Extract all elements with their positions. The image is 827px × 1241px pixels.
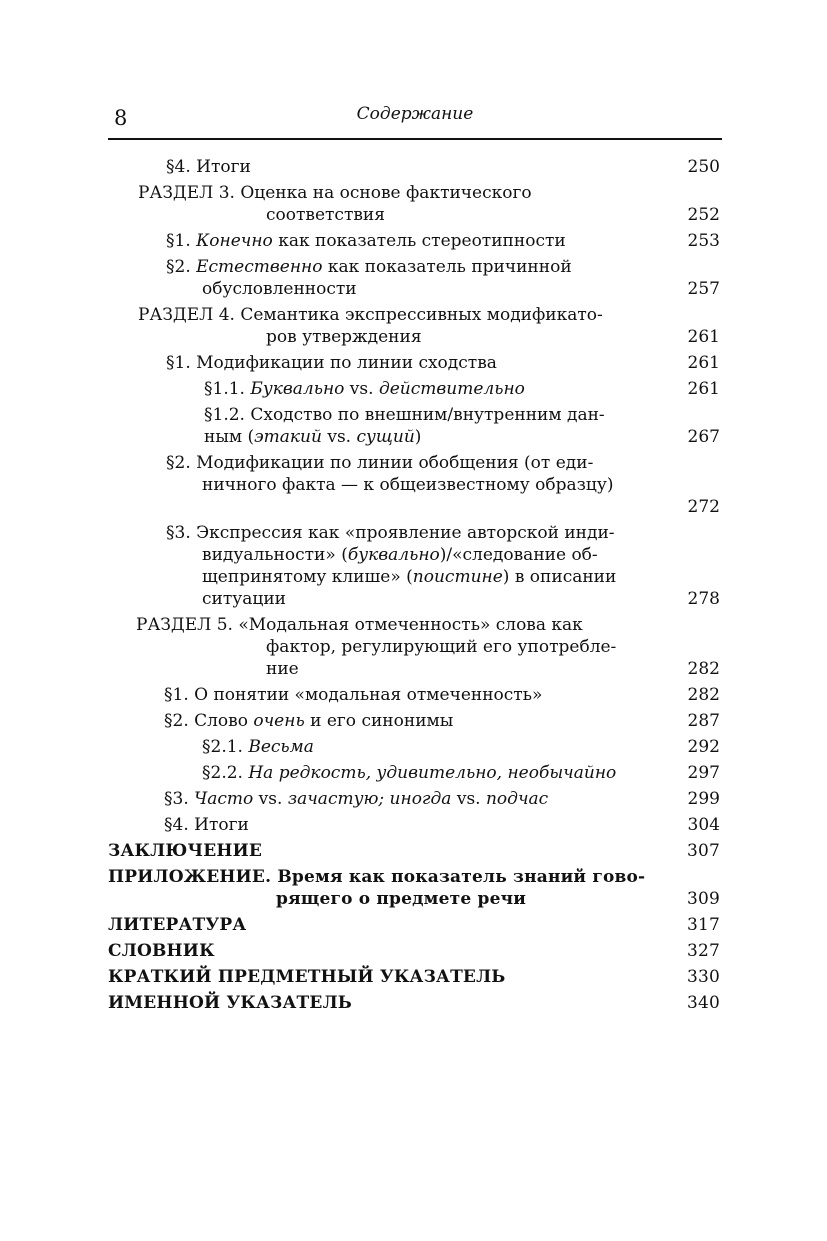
toc-entry-title	[108, 522, 668, 610]
text-segment: ИМЕННОЙ УКАЗАТЕЛЬ	[108, 993, 353, 1013]
running-head: Содержание	[356, 104, 474, 124]
toc-page-number: 299	[687, 789, 720, 809]
toc-entry-title	[108, 736, 668, 758]
italic-text: очень	[253, 711, 305, 731]
text-segment: §2.2.	[202, 763, 249, 783]
italic-text: Естественно	[196, 257, 323, 277]
toc-title-line	[108, 762, 668, 784]
toc-entry[interactable]	[108, 378, 722, 400]
toc-entry[interactable]	[108, 940, 722, 962]
toc-page-number: 340	[686, 993, 720, 1013]
text-segment: соответствия	[266, 205, 385, 225]
toc-title-line	[108, 566, 668, 588]
toc-title-line	[108, 992, 668, 1014]
toc-page-number: 309	[686, 889, 720, 909]
italic-text: Конечно	[196, 231, 273, 251]
toc-entry-title	[108, 788, 668, 810]
toc-entry-title	[108, 762, 668, 784]
toc-page-number: 307	[686, 841, 720, 861]
italic-text: этакий	[254, 427, 322, 447]
toc-page-number: 304	[687, 815, 720, 835]
text-segment: рящего о предмете речи	[276, 889, 527, 909]
text-segment: ) в описании	[502, 567, 617, 587]
toc-title-line	[108, 278, 668, 300]
toc-entry[interactable]	[108, 156, 722, 178]
toc-title-line	[108, 522, 668, 544]
toc-entry[interactable]	[108, 762, 722, 784]
italic-text: Часто	[194, 789, 254, 809]
toc-title-line	[108, 966, 668, 988]
toc-page-number: 278	[687, 589, 720, 609]
toc-entry[interactable]	[108, 840, 722, 862]
toc-title-line	[108, 814, 668, 836]
toc-entry-title	[108, 710, 668, 732]
toc-entry[interactable]	[108, 966, 722, 988]
toc-entry-title	[108, 614, 668, 680]
text-segment: СЛОВНИК	[108, 941, 215, 961]
text-segment: §1.2. Сходство по внешним/внутренним дан-	[204, 405, 605, 425]
toc-entry-title	[108, 840, 668, 862]
toc-title-line	[108, 658, 668, 680]
text-segment: )	[414, 427, 422, 447]
text-segment: §1.	[166, 231, 197, 251]
toc-title-line	[108, 710, 668, 732]
text-segment: КРАТКИЙ ПРЕДМЕТНЫЙ УКАЗАТЕЛЬ	[108, 967, 506, 987]
text-segment: видуальности» (	[202, 545, 348, 565]
toc-page-number: 282	[687, 659, 720, 679]
toc-page-number: 272	[687, 497, 720, 517]
italic-text: Буквально	[250, 379, 345, 399]
toc-page-number: 297	[687, 763, 720, 783]
toc-page-number: 292	[687, 737, 720, 757]
text-segment: vs.	[321, 427, 357, 447]
text-segment: vs.	[253, 789, 288, 809]
text-segment: §1. Модификации по линии сходства	[166, 353, 497, 373]
text-segment: §2.1.	[202, 737, 249, 757]
toc-page-number: 267	[687, 427, 720, 447]
toc-page-number: 261	[687, 327, 720, 347]
toc-entry[interactable]	[108, 710, 722, 732]
toc-page-number: 317	[686, 915, 720, 935]
text-segment: как показатель причинной	[322, 257, 572, 277]
toc-entry[interactable]	[108, 992, 722, 1014]
toc-title-line	[108, 684, 668, 706]
text-segment: и его синонимы	[304, 711, 454, 731]
toc-title-line	[108, 352, 668, 374]
italic-text: Весьма	[248, 737, 314, 757]
toc-title-line	[108, 544, 668, 566]
italic-text: зачастую; иногда	[287, 789, 452, 809]
text-segment: щепринятому клише» (	[202, 567, 413, 587]
toc-page-number: 261	[687, 353, 720, 373]
toc-entry-title	[108, 814, 668, 836]
toc-title-line	[108, 452, 668, 474]
text-segment: ничного факта — к общеизвестному образцу)	[202, 475, 614, 495]
italic-text: сущий	[356, 427, 415, 447]
text-segment: ров утверждения	[266, 327, 422, 347]
toc-entry[interactable]	[108, 914, 722, 936]
toc-entry-title	[108, 304, 668, 348]
text-segment: ние	[266, 659, 299, 679]
toc-page-number: 287	[687, 711, 720, 731]
toc-title-line	[108, 496, 668, 518]
toc-entry-title	[108, 684, 668, 706]
toc-title-line	[108, 940, 668, 962]
toc-title-line	[108, 736, 668, 758]
text-segment: РАЗДЕЛ 5. «Модальная отмеченность» слова как	[136, 615, 583, 635]
toc-page-number: 257	[687, 279, 720, 299]
toc-entry-title	[108, 914, 668, 936]
toc-title-line	[108, 888, 668, 910]
toc-title-line	[108, 636, 668, 658]
toc-title-line	[108, 304, 668, 326]
table-of-contents	[108, 156, 722, 1014]
text-segment: РАЗДЕЛ 3. Оценка на основе фактического	[138, 183, 532, 203]
toc-title-line	[108, 614, 668, 636]
text-segment: §2. Модификации по линии обобщения (от еди-	[166, 453, 594, 473]
text-segment: ПРИЛОЖЕНИЕ. Время как показатель знаний гово-	[108, 867, 646, 887]
text-segment: §3.	[164, 789, 195, 809]
text-segment: §2.	[166, 257, 197, 277]
toc-entry[interactable]	[108, 182, 722, 226]
toc-entry[interactable]	[108, 614, 722, 680]
toc-entry-title	[108, 940, 668, 962]
toc-entry[interactable]	[108, 788, 722, 810]
toc-title-line	[108, 378, 668, 400]
text-segment: §4. Итоги	[164, 815, 249, 835]
text-segment: обусловленности	[202, 279, 357, 299]
text-segment: §1.1.	[204, 379, 251, 399]
toc-title-line	[108, 426, 668, 448]
toc-entry[interactable]	[108, 452, 722, 518]
text-segment: )/«следование об-	[439, 545, 598, 565]
header-rule	[108, 138, 722, 140]
toc-entry-title	[108, 404, 668, 448]
toc-page-number: 327	[686, 941, 720, 961]
toc-entry[interactable]	[108, 230, 722, 252]
italic-text: поистине	[412, 567, 503, 587]
toc-page-number: 282	[687, 685, 720, 705]
toc-entry-title	[108, 230, 668, 252]
text-segment: ЛИТЕРАТУРА	[108, 915, 247, 935]
toc-title-line	[108, 404, 668, 426]
toc-entry[interactable]	[108, 736, 722, 758]
toc-page-number: 252	[687, 205, 720, 225]
text-segment: РАЗДЕЛ 4. Семантика экспрессивных модификато-	[138, 305, 603, 325]
toc-entry[interactable]	[108, 352, 722, 374]
text-segment: §2. Слово	[164, 711, 254, 731]
toc-title-line	[108, 256, 668, 278]
text-segment: §3. Экспрессия как «проявление авторской инди-	[166, 523, 615, 543]
toc-entry[interactable]	[108, 814, 722, 836]
toc-entry-title	[108, 256, 668, 300]
page-header	[108, 100, 722, 132]
toc-title-line	[108, 866, 668, 888]
italic-text: подчас	[485, 789, 549, 809]
toc-entry[interactable]	[108, 256, 722, 300]
text-segment: §1. О понятии «модальная отмеченность»	[164, 685, 543, 705]
toc-page-number: 253	[687, 231, 720, 251]
toc-title-line	[108, 182, 668, 204]
text-segment: ситуации	[202, 589, 286, 609]
text-segment: как показатель стереотипности	[272, 231, 566, 251]
toc-title-line	[108, 474, 668, 496]
toc-entry-title	[108, 352, 668, 374]
text-segment: фактор, регулирующий его употребле-	[266, 637, 617, 657]
text-segment: ЗАКЛЮЧЕНИЕ	[108, 841, 263, 861]
page-number: 8	[114, 106, 128, 130]
text-segment: vs.	[344, 379, 379, 399]
toc-entry[interactable]	[108, 404, 722, 448]
toc-entry-title	[108, 966, 668, 988]
toc-title-line	[108, 588, 668, 610]
toc-entry-title	[108, 452, 668, 518]
toc-title-line	[108, 204, 668, 226]
toc-page-number: 261	[687, 379, 720, 399]
italic-text: буквально	[347, 545, 440, 565]
italic-text: На редкость, удивительно, необычайно	[248, 763, 617, 783]
toc-entry[interactable]	[108, 866, 722, 910]
toc-entry[interactable]	[108, 684, 722, 706]
toc-entry-title	[108, 992, 668, 1014]
toc-title-line	[108, 326, 668, 348]
toc-title-line	[108, 840, 668, 862]
toc-title-line	[108, 156, 668, 178]
text-segment: ным (	[204, 427, 255, 447]
text-segment: §4. Итоги	[166, 157, 251, 177]
toc-entry-title	[108, 182, 668, 226]
text-segment: vs.	[451, 789, 486, 809]
italic-text: действительно	[378, 379, 525, 399]
toc-page-number: 250	[687, 157, 720, 177]
toc-entry-title	[108, 866, 668, 910]
toc-entry-title	[108, 156, 668, 178]
toc-entry[interactable]	[108, 304, 722, 348]
toc-entry-title	[108, 378, 668, 400]
toc-page-number: 330	[686, 967, 720, 987]
toc-title-line	[108, 230, 668, 252]
toc-title-line	[108, 914, 668, 936]
toc-entry[interactable]	[108, 522, 722, 610]
toc-title-line	[108, 788, 668, 810]
